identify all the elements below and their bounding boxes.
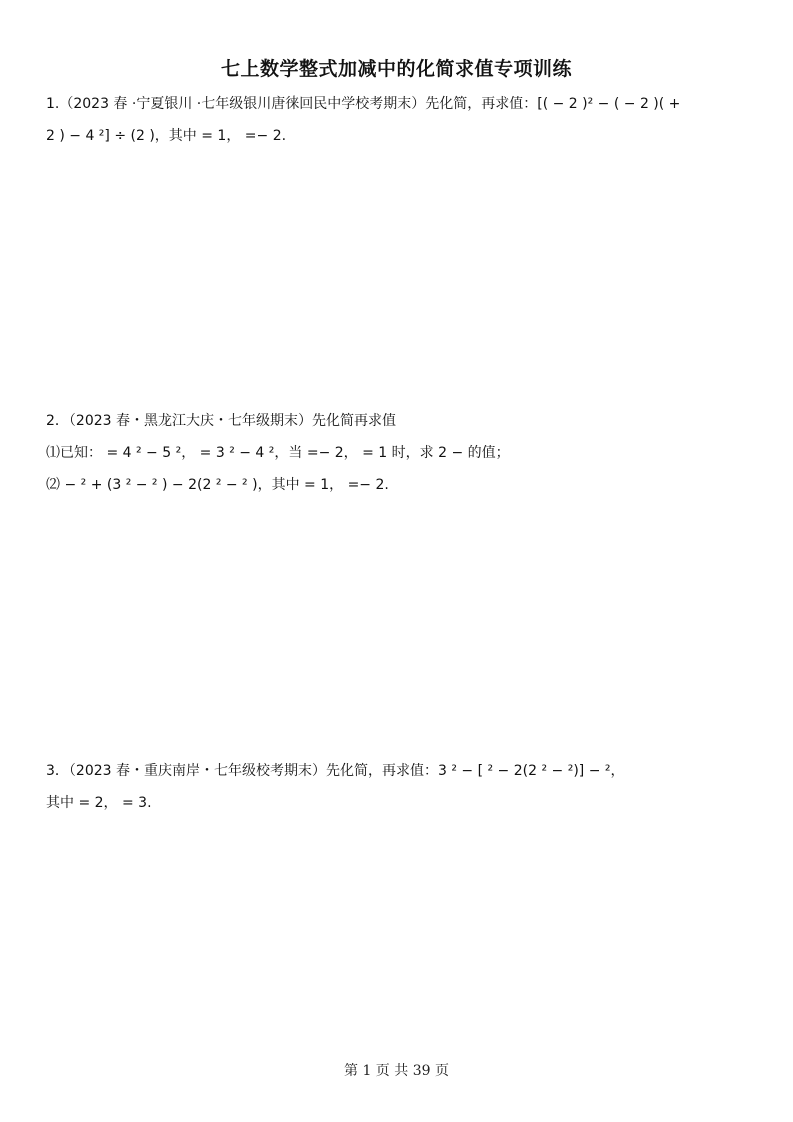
page-title: 七上数学整式加减中的化简求值专项训练 <box>220 58 572 80</box>
question-1-line-2: 2 ) − 4 ²] ÷ (2 )，其中 = 1， =− 2. <box>46 128 287 144</box>
question-3-line-1: 3．（2023 春・重庆南岸・七年级校考期末）先化简，再求值：3 ² − [ ² − 2(2 ² − ²)] − ²， <box>46 763 625 779</box>
question-2-heading: 2．（2023 春・黑龙江大庆・七年级期末）先化简再求值 <box>46 413 396 429</box>
question-2-part-1: ⑴已知： = 4 ² − 5 ²， = 3 ² − 4 ²，当 =− 2， = 1 时，求 2 − 的值； <box>46 445 510 461</box>
question-2-part-2: ⑵ − ² + (3 ² − ² ) − 2(2 ² − ² )，其中 = 1， =− 2. <box>46 477 389 493</box>
question-3-line-2: 其中 = 2， = 3. <box>46 795 152 811</box>
question-1-line-1: 1.（2023 春 ·宁夏银川 ·七年级银川唐徕回民中学校考期末）先化简，再求值：[( − 2 )² − ( − 2 )( + <box>46 96 681 112</box>
page-footer: 第 1 页 共 39 页 <box>344 1063 449 1079</box>
